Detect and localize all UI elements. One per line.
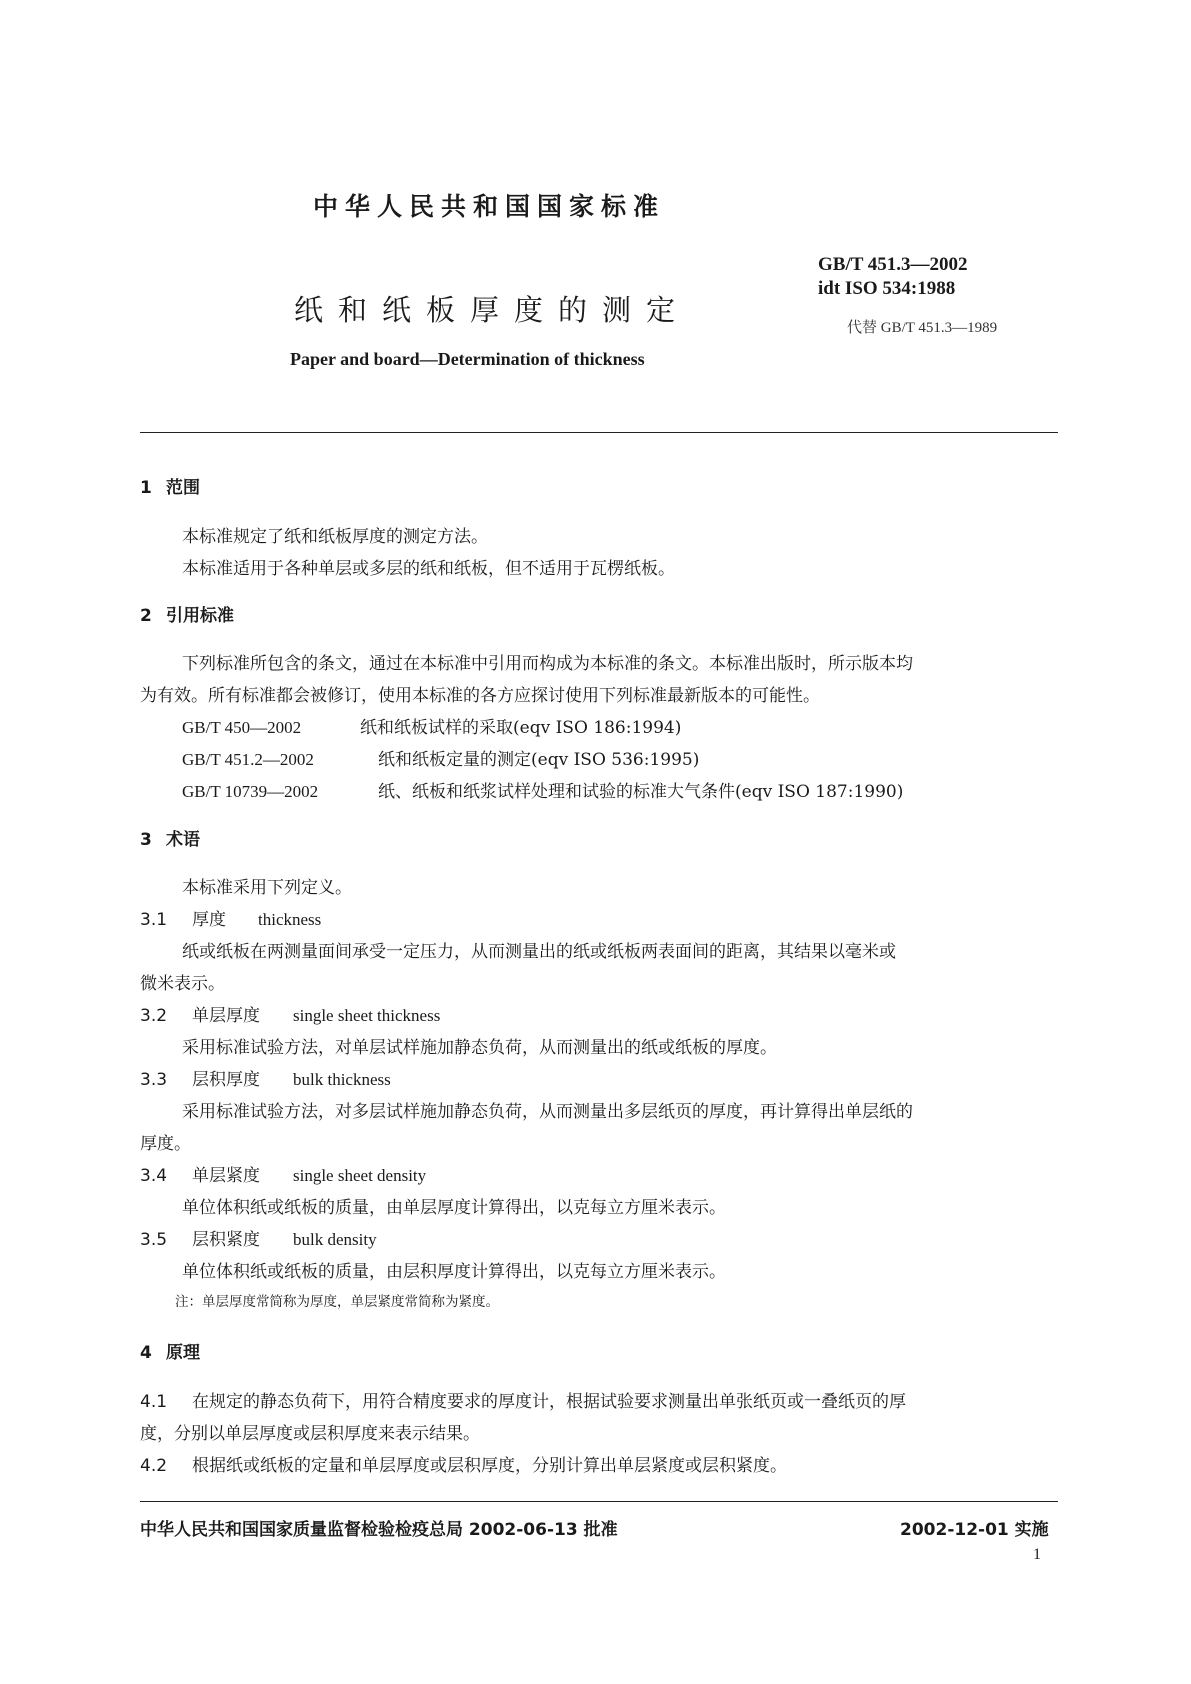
item-number: 4.2 [140,1456,168,1476]
principle-item [140,1451,787,1476]
term-definition: 单位体积纸或纸板的质量，由层积厚度计算得出，以克每立方厘米表示。 [182,1262,726,1282]
section-4-heading [140,1338,200,1363]
national-standard-heading: 中华人民共和国国家标准 [313,192,666,221]
term-number: 3.2 [140,1006,168,1026]
term-english: bulk density [293,1230,377,1249]
footer-divider [140,1501,1058,1502]
term-english: single sheet thickness [293,1006,441,1025]
section-number: 4 [140,1343,152,1363]
term-number: 3.4 [140,1166,168,1186]
term-definition: 采用标准试验方法，对多层试样施加静态负荷，从而测量出多层纸页的厚度，再计算得出单层纸的 [182,1102,913,1122]
paragraph: 本标准采用下列定义。 [182,878,352,898]
term-definition: 采用标准试验方法，对单层试样施加静态负荷，从而测量出的纸或纸板的厚度。 [182,1038,777,1058]
note: 注：单层厚度常简称为厚度，单层紧度常简称为紧度。 [175,1294,499,1310]
term-chinese: 层积紧度 [192,1230,260,1250]
page-number: 1 [1033,1546,1041,1563]
paragraph: 下列标准所包含的条文，通过在本标准中引用而构成为本标准的条文。本标准出版时，所示版本均 [182,654,913,674]
term-heading [140,905,321,930]
section-2-heading [140,601,234,626]
term-definition: 纸或纸板在两测量面间承受一定压力，从而测量出的纸或纸板两表面间的距离，其结果以毫米或 [182,942,896,962]
term-definition: 厚度。 [140,1134,191,1154]
paragraph: 本标准适用于各种单层或多层的纸和纸板，但不适用于瓦楞纸板。 [182,559,675,579]
term-number: 3.1 [140,910,168,930]
paragraph: 度，分别以单层厚度或层积厚度来表示结果。 [140,1424,480,1444]
header-divider [140,432,1058,433]
reference-title: 纸、纸板和纸浆试样处理和试验的标准大气条件(eqv ISO 187:1990) [378,782,904,802]
section-title: 原理 [166,1343,200,1363]
section-number: 3 [140,830,152,850]
term-chinese: 单层紧度 [192,1166,260,1186]
section-1-heading [140,473,200,498]
item-text: 在规定的静态负荷下，用符合精度要求的厚度计，根据试验要求测量出单张纸页或一叠纸页的厚 [192,1392,906,1412]
reference-item [182,713,681,738]
reference-title: 纸和纸板试样的采取(eqv ISO 186:1994) [360,718,682,738]
term-definition: 微米表示。 [140,974,225,994]
section-title: 术语 [166,830,200,850]
term-chinese: 单层厚度 [192,1006,260,1026]
term-heading [140,1161,426,1186]
term-english: bulk thickness [293,1070,391,1089]
reference-code: GB/T 450—2002 [182,718,302,737]
principle-item [140,1387,906,1412]
term-heading [140,1001,440,1026]
implementation-date: 2002-12-01 实施 [900,1520,1049,1540]
document-title-english: Paper and board—Determination of thickness [290,349,645,369]
section-3-heading [140,825,200,850]
reference-item [182,745,699,770]
reference-code: GB/T 451.2—2002 [182,750,314,769]
replaces-reference: 代替 GB/T 451.3—1989 [847,320,998,336]
term-number: 3.3 [140,1070,168,1090]
term-chinese: 厚度 [192,910,226,930]
approval-line: 中华人民共和国国家质量监督检验检疫总局 2002-06-13 批准 [140,1520,618,1540]
standard-code: GB/T 451.3—2002 [818,254,968,275]
paragraph: 为有效。所有标准都会被修订，使用本标准的各方应探讨使用下列标准最新版本的可能性。 [140,686,820,706]
term-heading [140,1225,377,1250]
term-english: single sheet density [293,1166,427,1185]
term-english: thickness [258,910,322,929]
term-chinese: 层积厚度 [192,1070,260,1090]
reference-item [182,777,903,802]
section-title: 引用标准 [166,606,234,626]
term-heading [140,1065,391,1090]
item-number: 4.1 [140,1392,168,1412]
section-number: 1 [140,478,152,498]
reference-code: GB/T 10739—2002 [182,782,319,801]
paragraph: 本标准规定了纸和纸板厚度的测定方法。 [182,527,488,547]
item-text: 根据纸或纸板的定量和单层厚度或层积厚度，分别计算出单层紧度或层积紧度。 [192,1456,787,1476]
idt-reference: idt ISO 534:1988 [818,278,956,299]
term-number: 3.5 [140,1230,168,1250]
reference-title: 纸和纸板定量的测定(eqv ISO 536:1995) [378,750,700,770]
document-title: 纸和纸板厚度的测定 [294,293,691,327]
section-number: 2 [140,606,152,626]
section-title: 范围 [166,478,200,498]
term-definition: 单位体积纸或纸板的质量，由单层厚度计算得出，以克每立方厘米表示。 [182,1198,726,1218]
